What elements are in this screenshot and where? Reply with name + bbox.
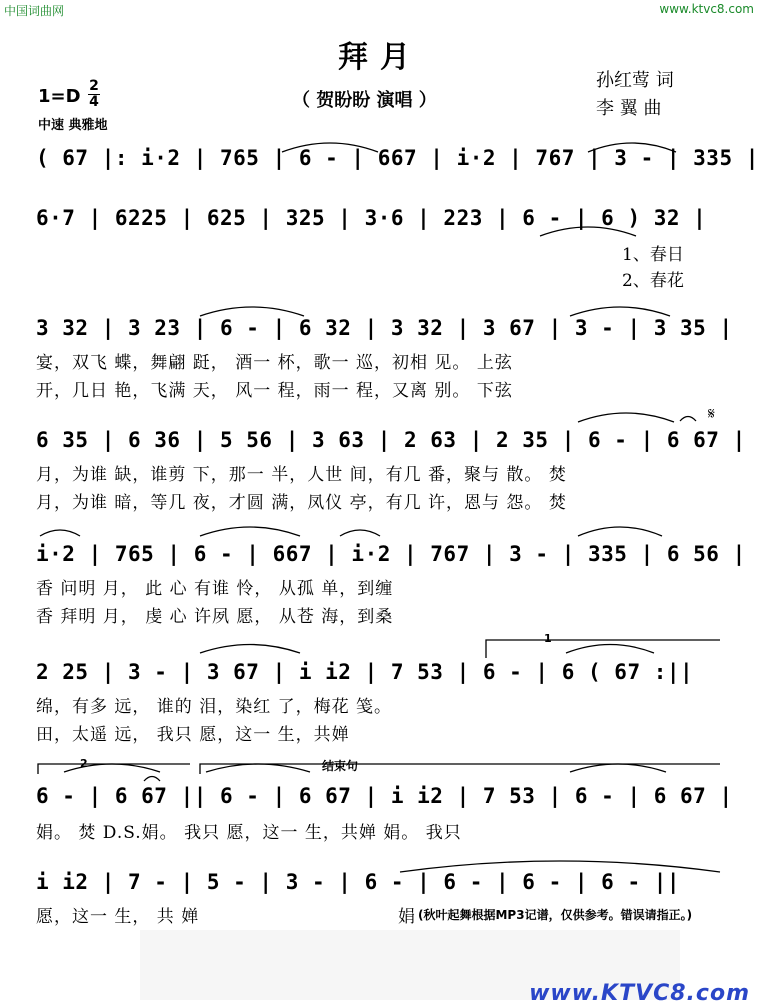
lyric-row-3a: 宴，双飞 蝶，舞翩 跹， 酒一 杯，歌一 巡，初相 见。 上弦: [36, 353, 513, 373]
verse-marker-two: 2、春花: [622, 271, 684, 291]
lyric-row-5a: 香 问明 月， 此 心 有谁 怜， 从孤 单，到缠: [36, 579, 394, 599]
tie-arc: [578, 527, 662, 536]
transcription-note: (秋叶起舞根据MP3记谱，仅供参考。错误请指正。): [418, 908, 693, 922]
segno-icon: 𝄋: [708, 404, 715, 423]
volta-two-bracket: [38, 764, 190, 774]
verse-marker-one: 1、春日: [622, 245, 684, 265]
lyricist-credit: 孙红莺 词: [596, 70, 674, 91]
slur-arc: [40, 530, 80, 536]
lyric-row-8: 愿，这一 生， 共 婵: [36, 907, 200, 927]
tie-arc: [200, 307, 304, 316]
lyric-row-6b: 田，太遥 远， 我只 愿，这一 生，共婵: [36, 725, 350, 745]
lyric-row-8-end: 娟: [398, 907, 416, 927]
watermark-top-right: www.ktvc8.com: [659, 2, 754, 16]
lyric-row-5b: 香 拜明 月， 虔 心 许夙 愿， 从苍 海，到桑: [36, 607, 394, 627]
slur-arc: [340, 530, 380, 536]
tie-arc: [206, 764, 310, 772]
singer-credit: （ 贺盼盼 演唱 ）: [292, 90, 437, 111]
fermata-arc: [680, 417, 696, 422]
time-signature-top: 2: [89, 78, 99, 94]
coda-label: 结束句: [322, 759, 359, 773]
tie-arc: [570, 307, 670, 316]
lyric-row-4a: 月，为谁 缺，谁剪 下，那一 半，人世 间，有几 番，聚与 散。 焚: [36, 465, 567, 485]
score-line-3: 3 32 | 3 23 | 6 - | 6 32 | 3 32 | 3 67 | 3 - | 3 35 |: [36, 316, 733, 340]
score-line-5: i·2 | 765 | 6 - | 667 | i·2 | 767 | 3 - | 335 | 6 56 |: [36, 542, 746, 566]
song-title: 拜月: [338, 40, 422, 75]
watermark-top-left: 中国词曲网: [4, 4, 65, 18]
score-line-2: 6·7 | 6225 | 625 | 325 | 3·6 | 223 | 6 - | 6 ) 32 |: [36, 206, 707, 230]
score-line-8: i i2 | 7 - | 5 - | 3 - | 6 - | 6 - | 6 - | 6 - ||: [36, 870, 681, 894]
composer-credit: 李 翼 曲: [596, 98, 662, 119]
lyric-row-3b: 开，几日 艳，飞满 天， 风一 程，雨一 程，又离 别。 下弦: [36, 381, 513, 401]
volta-one-label: 1: [544, 632, 552, 645]
coda-bracket: [200, 764, 720, 774]
lyric-row-6a: 绵，有多 远， 谁的 泪，染红 了，梅花 笺。: [36, 697, 393, 717]
score-line-4: 6 35 | 6 36 | 5 56 | 3 63 | 2 63 | 2 35 | 6 - | 6 67 |: [36, 428, 746, 452]
lyric-row-4b: 月，为谁 暗，等几 夜，才圆 满，凤仪 亭，有几 许，恩与 怨。 焚: [36, 493, 567, 513]
tie-arc: [64, 764, 160, 772]
tie-arc: [200, 527, 300, 536]
tie-arc: [566, 645, 654, 654]
score-line-1: ( 67 |: i·2 | 765 | 6 - | 667 | i·2 | 767 | 3 - | 335 |: [36, 146, 759, 170]
tie-arc: [200, 645, 300, 654]
tie-arc: [570, 764, 666, 772]
watermark-bottom: www.KTVC8.com: [529, 981, 750, 1006]
volta-two-label: 2: [80, 757, 88, 770]
tie-arc: [578, 413, 674, 422]
lyric-row-7: 娟。 焚 D.S.娟。 我只 愿，这一 生，共婵 娟。 我只: [36, 823, 462, 843]
time-signature: [88, 80, 100, 109]
score-line-6: 2 25 | 3 - | 3 67 | i i2 | 7 53 | 6 - | 6 ( 67 :||: [36, 660, 694, 684]
key-signature: 1=D: [38, 86, 81, 107]
time-signature-bottom: 4: [89, 94, 99, 110]
volta-one-bracket: [486, 640, 720, 658]
score-line-7: 6 - | 6 67 || 6 - | 6 67 | i i2 | 7 53 | 6 - | 6 67 |: [36, 784, 733, 808]
tempo-marking: 中速 典雅地: [38, 118, 108, 133]
fermata-arc: [144, 777, 160, 782]
